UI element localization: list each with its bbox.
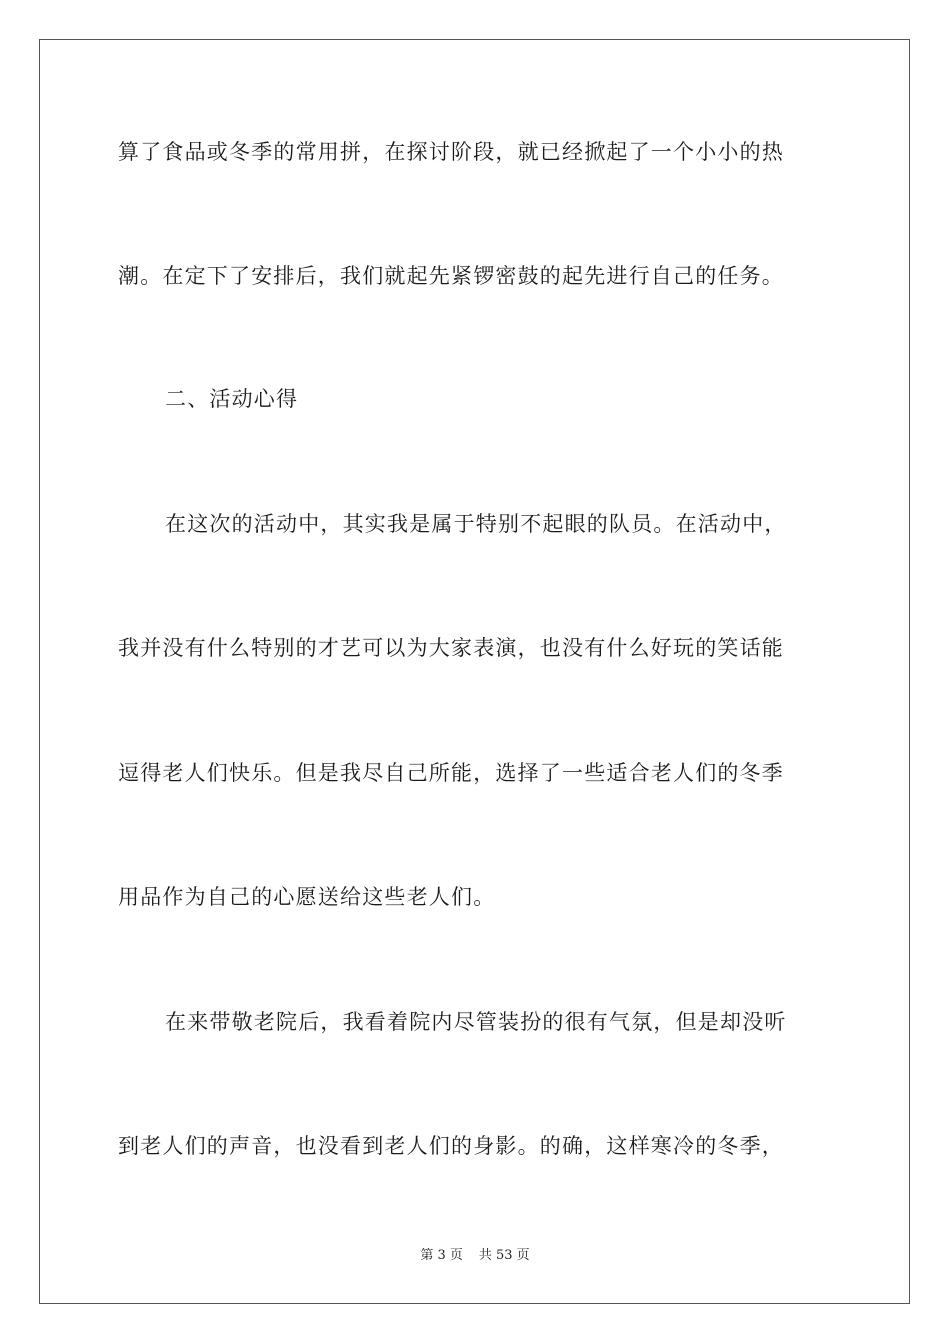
- body-line-2: 潮。在定下了安排后，我们就起先紧锣密鼓的起先进行自己的任务。: [118, 264, 784, 288]
- body-line-6: 用品作为自己的心愿送给这些老人们。: [118, 885, 496, 909]
- section-heading: 二、活动心得: [165, 387, 299, 411]
- page-number: 第 3 页: [420, 1248, 463, 1263]
- body-line-8: 到老人们的声音，也没看到老人们的身影。的确，这样寒冷的冬季，: [118, 1134, 784, 1158]
- page-footer: [0, 1247, 950, 1265]
- paragraph-start-line-2: 在来带敬老院后，我看着院内尽管装扮的很有气氛，但是却没听: [165, 1010, 787, 1034]
- body-line-4: 我并没有什么特别的才艺可以为大家表演，也没有什么好玩的笑话能: [118, 636, 784, 660]
- body-line-5: 逗得老人们快乐。但是我尽自己所能，选择了一些适合老人们的冬季: [118, 761, 784, 785]
- paragraph-start-line: 在这次的活动中，其实我是属于特别不起眼的队员。在活动中，: [165, 512, 787, 536]
- total-pages: 共 53 页: [478, 1248, 530, 1263]
- page-border: [39, 39, 910, 1304]
- body-line-1: 算了食品或冬季的常用拼，在探讨阶段，就已经掀起了一个小小的热: [118, 140, 784, 164]
